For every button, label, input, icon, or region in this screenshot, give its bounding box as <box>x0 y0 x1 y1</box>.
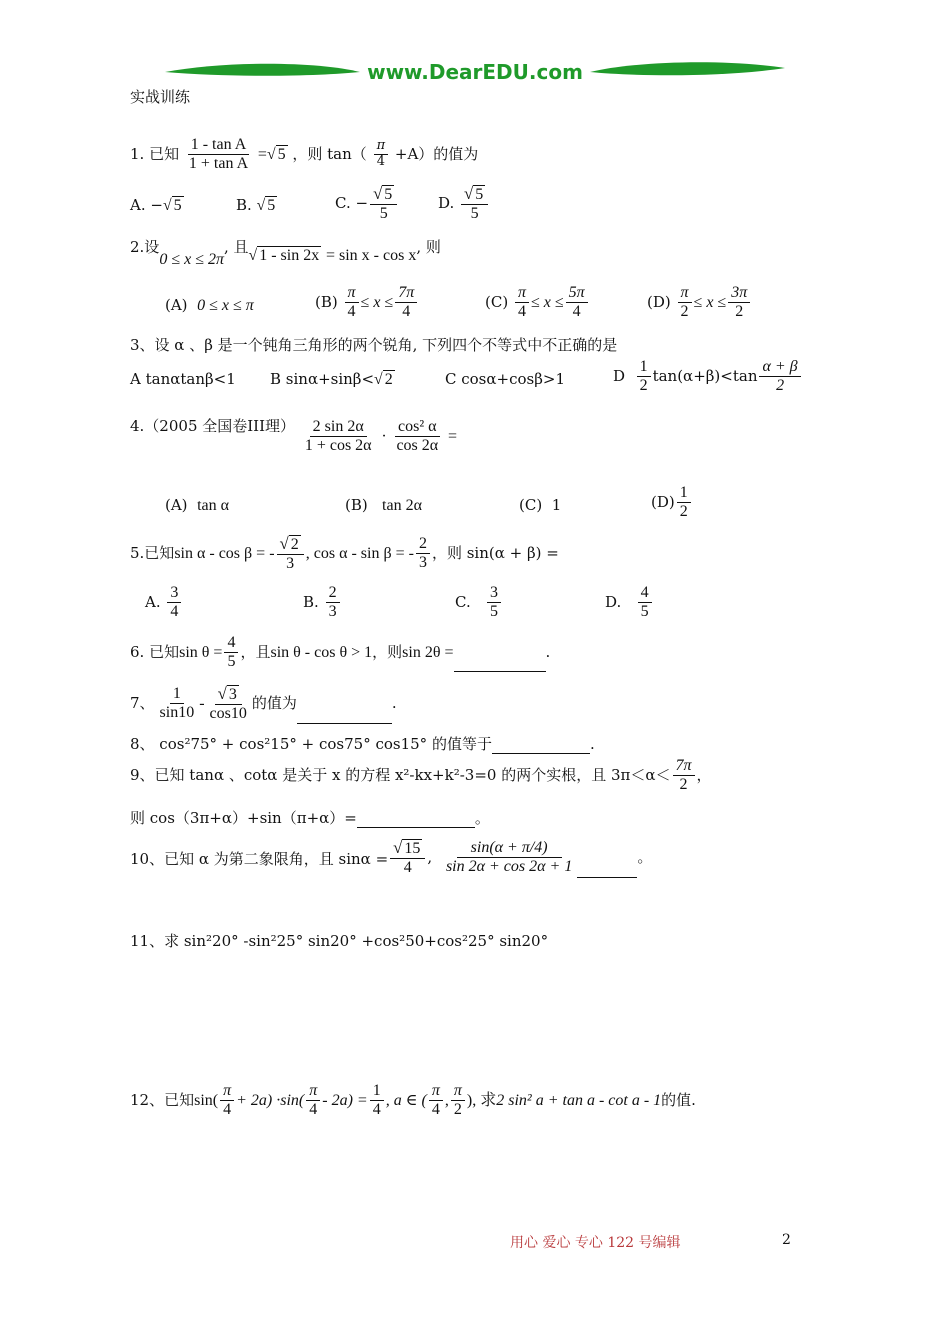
q1-option-c: C. − $\frac{√ 5}{5}$ <box>335 184 399 224</box>
question-9-line-2: 则 cos（3π+α）+sin（π+α）= 。 <box>130 809 490 827</box>
page-title: 实战训练 <box>130 88 191 106</box>
q9-answer-blank[interactable] <box>357 812 475 828</box>
q4-option-c: (C) 1 <box>519 496 562 514</box>
question-3: 3、设 α 、β 是一个钝角三角形的两个锐角, 下列四个不等式中不正确的是 <box>130 336 618 354</box>
q3-option-c: C cosα+cosβ>1 <box>445 370 565 388</box>
q4-options <box>165 484 725 530</box>
footer-editor-note: 用心 爱心 专心 122 号编辑 <box>510 1235 681 1251</box>
question-1: 1. 已知 $\frac{\text{1 - tan A}}{\text{1 + tan A}}$ =√ 5 ，则 tan（ $\frac{\pi}{4}$ +A）的值为 <box>130 136 479 173</box>
q8-answer-blank[interactable] <box>492 738 590 754</box>
question-9: 9、已知 tanα 、cotα 是关于 x 的方程 x²-kx+k²-3=0 的两个实根，且 3π＜α＜ $\frac{7\pi}{2}$ ， <box>130 757 712 794</box>
question-10: 10、已知 α 为第二象限角，且 sinα = $\frac{√ 15}{4}$ , $\frac{\sin(\alpha + \pi/4)}{\sin 2\alpha + \cos 2\alpha + 1}$ 。 <box>130 838 653 877</box>
question-7: 7、 $\frac{1}{\sin 10}$ - $\frac{√ 3}{\cos 10}$ 的值为 . <box>130 684 397 723</box>
q5-option-c: C. $\frac{3}{5}$ <box>455 584 503 622</box>
question-2: 2.设0 ≤ x ≤ 2π, 且√ 1 - sin 2x = sin x - cos x, 则 <box>130 238 441 268</box>
site-url: www.DearEDU.com <box>367 60 583 84</box>
q1-option-a: A. −√ 5 <box>130 196 182 214</box>
q3-option-d: D $\frac{1}{2}$ tan(α+β)<tan $\frac{\alpha + \beta}{2}$ <box>613 358 803 396</box>
q4-option-a: (A) tan α <box>165 496 230 514</box>
q3-option-b: B sinα+sinβ<√ 2 <box>270 370 393 388</box>
q7-answer-blank[interactable] <box>297 708 392 724</box>
q1-option-d: D. $\frac{√ 5}{5}$ <box>438 184 490 224</box>
q5-option-d: D. $\frac{4}{5}$ <box>605 584 654 622</box>
q4-option-d: (D) $\frac{1}{2}$ <box>651 484 693 522</box>
question-4: 4.（2005 全国卷III理） $\frac{2 \sin 2\alpha}{1 + \cos 2\alpha}$ · $\frac{\text{cos² α}}{\cos 2\alpha}$ = <box>130 416 457 455</box>
header-banner <box>160 50 790 94</box>
question-11: 11、求 sin²20° -sin²25° sin20° +cos²50+cos²25° sin20° <box>130 932 549 950</box>
question-12: 12、已知sin( $\frac{\pi}{4}$ + 2a) ·sin( $\frac{\pi}{4}$ - 2a) = $\frac{1}{4}$ , a ∈ ( $\frac{\pi}{4}$ , $\frac{\pi}{2}$ ), 求2 sin² a + tan a - cot a - 1的值. <box>130 1082 696 1119</box>
q3-options <box>130 358 820 402</box>
q5-option-b: B. $\frac{2}{3}$ <box>303 584 342 622</box>
q2-options <box>165 284 805 330</box>
q1-option-b: B. √ 5 <box>236 196 276 214</box>
q2-option-b: (B) $\frac{\pi}{4}$ ≤ x ≤ $\frac{7\pi}{4}$ <box>315 284 419 322</box>
q2-option-d: (D) $\frac{\pi}{2}$ ≤ x ≤ $\frac{3\pi}{2}$ <box>647 284 752 322</box>
q2-option-a: (A) 0 ≤ x ≤ π <box>165 296 254 314</box>
question-8: 8、 cos²75° + cos²15° + cos75° cos15° 的值等于 . <box>130 735 595 753</box>
q5-options <box>145 584 665 630</box>
q10-answer-blank[interactable] <box>577 862 637 878</box>
page-number: 2 <box>782 1232 791 1248</box>
q3-option-a: A tanαtanβ<1 <box>130 370 236 388</box>
q4-option-b: (B) tan 2α <box>345 496 422 514</box>
question-6: 6. 已知sin θ = $\frac{4}{5}$ ，且sin θ - cos θ > 1，则sin 2θ = . <box>130 634 551 671</box>
q6-answer-blank[interactable] <box>454 656 546 672</box>
q2-option-c: (C) $\frac{\pi}{4}$ ≤ x ≤ $\frac{5\pi}{4}$ <box>485 284 590 322</box>
q5-option-a: A. $\frac{3}{4}$ <box>145 584 183 622</box>
question-5: 5.已知sin α - cos β = - $\frac{√ 2}{3}$ , cos α - sin β = - $\frac{2}{3}$ ，则 sin(α + β) = <box>130 534 559 573</box>
